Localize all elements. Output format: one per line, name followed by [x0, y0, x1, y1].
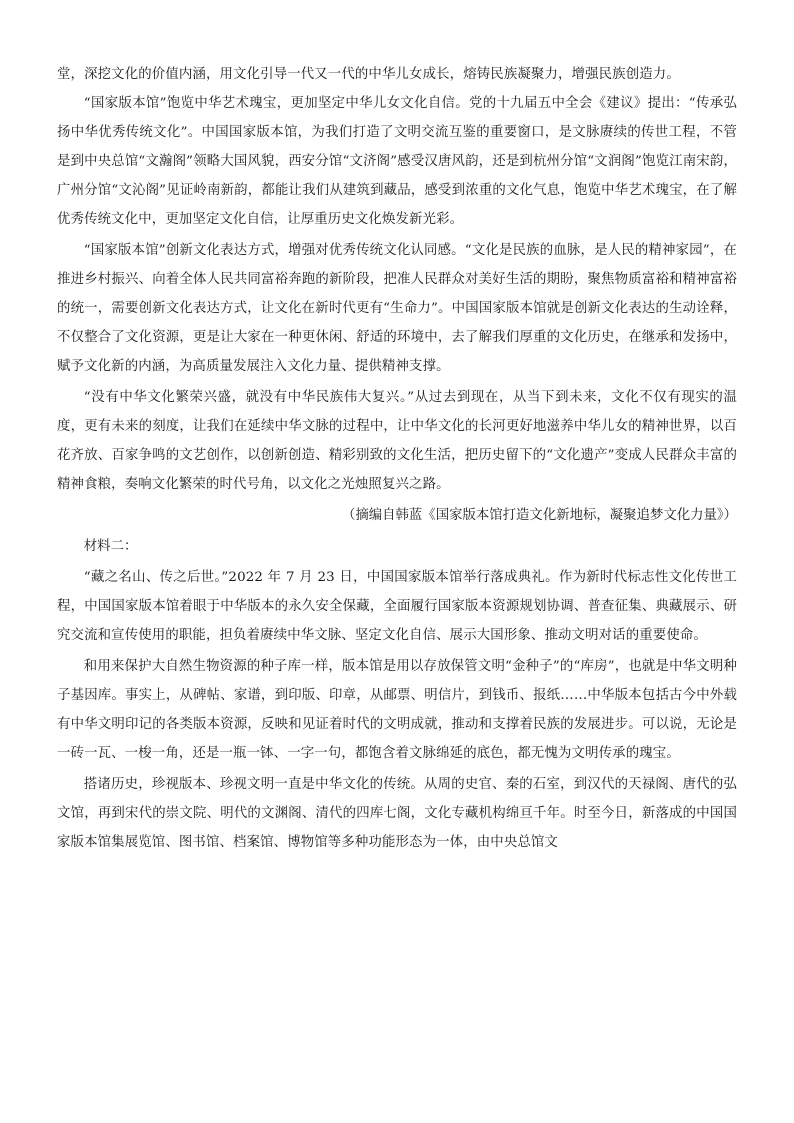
paragraph-history: 搭诸历史，珍视版本、珍视文明一直是中华文化的传统。从周的史官、秦的石室，到汉代的天禄阁、唐代的弘文馆，再到宋代的崇文院、明代的文渊阁、清代的四库七阁，文化专藏机构绵亘千年。时至今日，新落成的中国国家版本馆集展览馆、图书馆、档案馆、博物馆等多种功能形态为一体，由中央总馆文 — [57, 777, 737, 850]
document-page — [57, 60, 737, 857]
paragraph-seed-bank: 和用来保护大自然生物资源的种子库一样，版本馆是用以存放保管文明“金种子”的“库房”，也就是中华文明种子基因库。事实上，从碑帖、家谱，到印版、印章，从邮票、明信片，到钱币、报纸……中华版本包括古今中外载有中华文明印记的各类版本资源，反映和见证着时代的文明成就，推动和支撑着民族的发展进步。可以说，无论是一砖一瓦、一梭一角，还是一瓶一钵、一字一句，都饱含着文脉绵延的底色，都无愧为文明传承的瑰宝。 — [57, 659, 737, 761]
source-citation: （摘编自韩蓝《国家版本馆打造文化新地标，凝聚追梦文化力量》） — [341, 508, 737, 523]
paragraph-continuation: 堂，深挖文化的价值内涵，用文化引导一代又一代的中华儿女成长，熔铸民族凝聚力，增强民族创造力。 — [57, 67, 680, 82]
paragraph-rejuvenation: “没有中华文化繁荣兴盛，就没有中华民族伟大复兴。”从过去到现在，从当下到未来，文化不仅有现实的温度，更有未来的刻度，让我们在延续中华文脉的过程中，让中华文化的长河更好地滋养中华儿女的精神世界，以百花齐放、百家争鸣的文艺创作，以创新创造、精彩别致的文化生活，把历史留下的“文化遗产”变成人民群众丰富的精神食粮，奏响文化繁荣的时代号角，以文化之光烛照复兴之路。 — [57, 390, 737, 492]
paragraph-art-treasures: “国家版本馆”饱览中华艺术瑰宝，更加坚定中华儿女文化自信。党的十九届五中全会《建议》提出：“传承弘扬中华优秀传统文化”。中国国家版本馆，为我们打造了文明交流互鉴的重要窗口，是文脉赓续的传世工程，不管是到中央总馆“文瀚阁”领略大国风貌，西安分馆“文济阁”感受汉唐风韵，还是到杭州分馆“文润阁”饱览江南宋韵，广州分馆“文沁阁”见证岭南新韵，都能让我们从建筑到藏品，感受到浓重的文化气息，饱览中华艺术瑰宝，在了解优秀传统文化中，更加坚定文化自信，让厚重历史文化焕发新光彩。 — [57, 96, 737, 227]
paragraph-inauguration: “藏之名山、传之后世。”2022 年 7 月 23 日，中国国家版本馆举行落成典礼。作为新时代标志性文化传世工程，中国国家版本馆着眼于中华版本的永久安全保藏，全面履行国家版本资源规划协调、普查征集、典藏展示、研究交流和宣传使用的职能，担负着赓续中华文脉、坚定文化自信、展示大国形象、推动文明对话的重要使命。 — [57, 570, 737, 643]
material-two-label: 材料二： — [83, 539, 138, 554]
paragraph-cultural-expression: “国家版本馆”创新文化表达方式，增强对优秀传统文化认同感。“文化是民族的血脉，是人民的精神家园”，在推进乡村振兴、向着全体人民共同富裕奔跑的新阶段，把准人民群众对美好生活的期盼，聚焦物质富裕和精神富裕的统一，需要创新文化表达方式，让文化在新时代更有“生命力”。中国国家版本馆就是创新文化表达的生动诠释，不仅整合了文化资源，更是让大家在一种更休闲、舒适的环境中，去了解我们厚重的文化历史，在继承和发扬中，赋予文化新的内涵，为高质量发展注入文化力量、提供精神支撑。 — [57, 243, 737, 374]
